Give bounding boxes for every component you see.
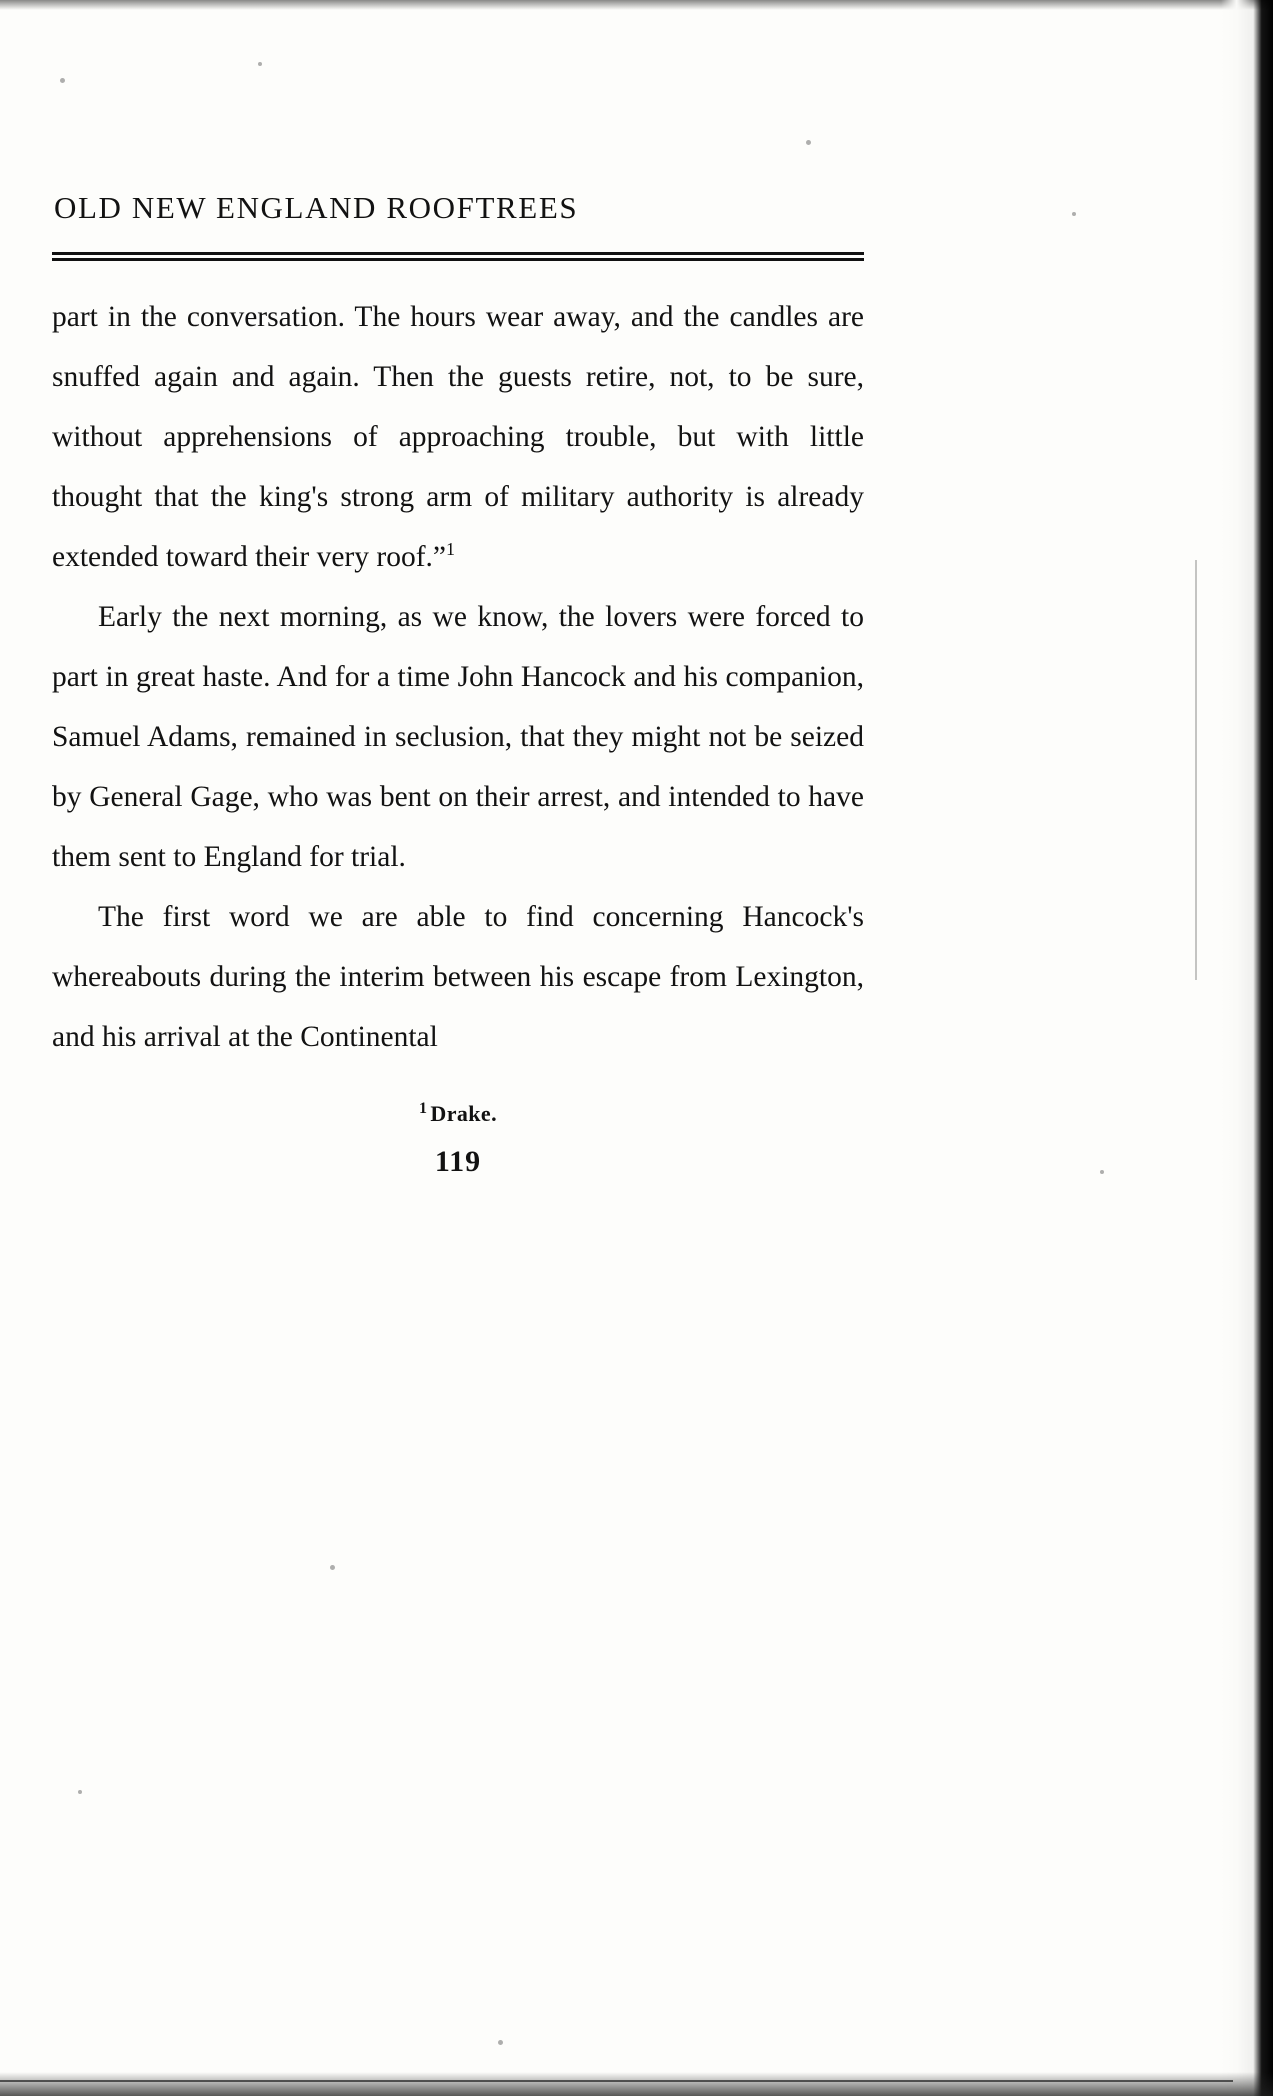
footnote-marker: 1 (419, 1099, 428, 1117)
page-content (52, 0, 872, 1179)
header-rule (52, 252, 864, 261)
scan-edge-bottom-line (0, 2080, 1233, 2082)
footnote-text: Drake. (430, 1101, 497, 1126)
paragraph-text: The first word we are able to find concerning Hancock's whereabouts during the interim between his escape from Lexington, and his arrival at the Continental (52, 901, 864, 1053)
scan-speck (330, 1565, 335, 1570)
paragraph (52, 287, 864, 587)
scan-speck (1100, 1170, 1104, 1174)
paragraph-text: Early the next morning, as we know, the lovers were forced to part in great haste. And for a time John Hancock and his companion, Samuel Adams, remained in seclusion, that they might not be seized by General Gage, who was bent on their arrest, and intended to have them sent to England for trial. (52, 601, 864, 873)
scan-edge-right (1221, 0, 1273, 2096)
scan-margin-artifact (1195, 560, 1197, 980)
running-head: OLD NEW ENGLAND ROOFTREES (54, 190, 579, 225)
scan-speck (78, 1790, 82, 1794)
paragraph (52, 887, 864, 1067)
scan-edge-bottom (0, 2072, 1273, 2096)
footnote (52, 1101, 864, 1127)
footnote-reference: 1 (446, 539, 455, 560)
paragraph (52, 587, 864, 887)
scan-speck (1072, 212, 1076, 216)
scan-speck (498, 2040, 503, 2045)
body-text (52, 287, 864, 1067)
page-number: 119 (434, 1145, 482, 1178)
paragraph-text: part in the conversation. The hours wear away, and the candles are snuffed again and again. Then the guests retire, not, to be sure, without apprehensions of approaching trouble, but with little thought that the king's strong arm of military authority is already extended toward their very roof.” (52, 301, 864, 573)
